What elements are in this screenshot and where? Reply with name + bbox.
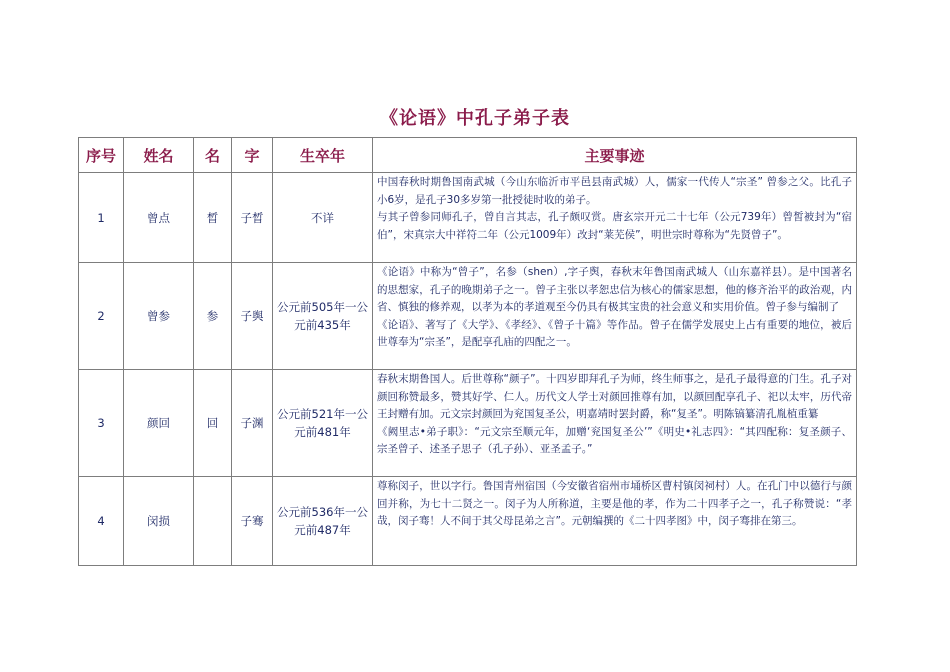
cell-zi: 子舆	[232, 263, 273, 370]
deeds-paragraph: 与其子曾参同师孔子，曾自言其志，孔子颇叹赏。唐玄宗开元二十七年（公元739年）曾皙被封为“宿伯”，宋真宗大中祥符二年（公元1009年）改封“莱芜侯”，明世宗时尊称为“先贤曾子”。	[377, 211, 852, 241]
table-row	[79, 263, 857, 370]
cell-deeds	[373, 263, 857, 370]
deeds-paragraph: 《论语》、著写了《大学》、《孝经》、《曾子十篇》等作品。曾子在儒学发展史上占有重要的地位，被后世尊奉为“宗圣”，是配享孔庙的四配之一。	[377, 318, 852, 348]
deeds-paragraph: 春秋末期鲁国人。后世尊称“颜子”。十四岁即拜孔子为师，终生师事之，是孔子最得意的门生。孔子对颜回称赞最多，赞其好学、仁人。历代文人学士对颜回推尊有加，以颜回配享孔子、祀以太牢，历代帝王封赠有加。元文宗封颜回为兖国复圣公，明嘉靖时罢封爵，称“复圣”。明陈镐纂清孔胤植重纂	[377, 373, 852, 420]
table-row	[79, 370, 857, 477]
header-zi: 字	[232, 138, 273, 173]
cell-name: 曾点	[124, 173, 194, 263]
disciples-table	[78, 137, 857, 566]
cell-zi: 子骞	[232, 477, 273, 566]
header-years: 生卒年	[273, 138, 373, 173]
cell-name: 曾参	[124, 263, 194, 370]
header-deeds: 主要事迹	[373, 138, 857, 173]
cell-years: 公元前505年一公元前435年	[273, 263, 373, 370]
deeds-paragraph: 《论语》中称为“曾子”，名参（shen）,字子舆，春秋末年鲁国南武城人（山东嘉祥县）。是中国著名的思想家，孔子的晚期弟子之一。曾子主张以孝恕忠信为核心的儒家思想，他的修齐治平的政治观，内省、慎独的修养观，以孝为本的孝道观至今仍具有极其宝贵的社会意义和实用价值。曾子参与编制了	[377, 266, 852, 313]
cell-ming: 参	[194, 263, 232, 370]
cell-deeds	[373, 477, 857, 566]
cell-zi: 子渊	[232, 370, 273, 477]
cell-no: 1	[79, 173, 124, 263]
header-row	[79, 138, 857, 173]
cell-name: 颜回	[124, 370, 194, 477]
cell-years: 公元前536年一公元前487年	[273, 477, 373, 566]
cell-ming	[194, 477, 232, 566]
deeds-paragraph: 中国春秋时期鲁国南武城（今山东临沂市平邑县南武城）人，儒家一代传人“宗圣” 曾参之父。比孔子小6岁，是孔子30多岁第一批授徒时收的弟子。	[377, 176, 852, 206]
cell-no: 2	[79, 263, 124, 370]
cell-years: 公元前521年一公元前481年	[273, 370, 373, 477]
cell-deeds	[373, 173, 857, 263]
header-no: 序号	[79, 138, 124, 173]
table-row	[79, 477, 857, 566]
cell-name: 闵损	[124, 477, 194, 566]
cell-years: 不详	[273, 173, 373, 263]
cell-ming: 回	[194, 370, 232, 477]
cell-deeds	[373, 370, 857, 477]
header-name: 姓名	[124, 138, 194, 173]
deeds-paragraph: 《阙里志•弟子职》：“元文宗至顺元年，加赠‘兖国复圣公’”《明史•礼志四》：“其四配称：复圣颜子、宗圣曾子、述圣子思子（孔子孙）、亚圣孟子。”	[377, 425, 852, 455]
deeds-paragraph: 尊称闵子，世以字行。鲁国青州宿国（今安徽省宿州市埇桥区曹村镇闵祠村）人。在孔门中以德行与颜回并称，为七十二贤之一。闵子为人所称道，主要是他的孝，作为二十四孝子之一，孔子称赞说：“孝哉，闵子骞！人不间于其父母昆弟之言”。元朝编撰的《二十四孝图》中，闵子骞排在第三。	[377, 480, 852, 527]
cell-ming: 晳	[194, 173, 232, 263]
cell-no: 3	[79, 370, 124, 477]
cell-no: 4	[79, 477, 124, 566]
table-row	[79, 173, 857, 263]
page-title: 《论语》中孔子弟子表	[380, 108, 570, 129]
cell-zi: 子晳	[232, 173, 273, 263]
header-ming: 名	[194, 138, 232, 173]
